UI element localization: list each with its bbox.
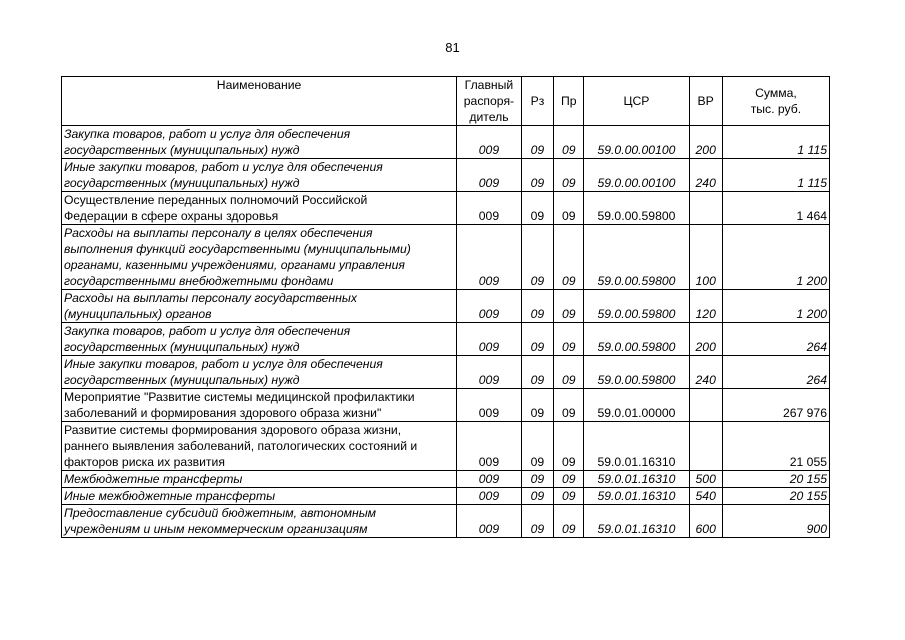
cell-csr: 59.0.00.59800 xyxy=(584,323,689,356)
cell-pr: 09 xyxy=(554,323,584,356)
cell-vr: 240 xyxy=(689,159,722,192)
cell-sum: 1 115 xyxy=(722,126,829,159)
cell-vr: 120 xyxy=(689,290,722,323)
cell-csr: 59.0.01.00000 xyxy=(584,389,689,422)
cell-pr: 09 xyxy=(554,422,584,471)
cell-sum: 900 xyxy=(722,505,829,538)
cell-csr: 59.0.00.00100 xyxy=(584,126,689,159)
table-row xyxy=(62,159,830,192)
cell-manager: 009 xyxy=(457,471,522,488)
cell-vr: 200 xyxy=(689,126,722,159)
cell-name: Предоставление субсидий бюджетным, автономным учреждениям и иным некоммерческим организациям xyxy=(62,505,457,538)
cell-pr: 09 xyxy=(554,356,584,389)
cell-rz: 09 xyxy=(521,471,553,488)
table-row xyxy=(62,389,830,422)
cell-csr: 59.0.00.00100 xyxy=(584,159,689,192)
cell-manager: 009 xyxy=(457,192,522,225)
table-row xyxy=(62,126,830,159)
table-row xyxy=(62,323,830,356)
cell-pr: 09 xyxy=(554,488,584,505)
cell-sum: 267 976 xyxy=(722,389,829,422)
cell-csr: 59.0.01.16310 xyxy=(584,471,689,488)
header-rz: Рз xyxy=(521,77,553,126)
cell-manager: 009 xyxy=(457,159,522,192)
cell-sum: 1 200 xyxy=(722,225,829,290)
table-row xyxy=(62,356,830,389)
cell-manager: 009 xyxy=(457,356,522,389)
cell-rz: 09 xyxy=(521,488,553,505)
cell-manager: 009 xyxy=(457,225,522,290)
table-row xyxy=(62,290,830,323)
cell-manager: 009 xyxy=(457,389,522,422)
cell-manager: 009 xyxy=(457,323,522,356)
cell-vr: 240 xyxy=(689,356,722,389)
table-row xyxy=(62,225,830,290)
table-row xyxy=(62,192,830,225)
cell-manager: 009 xyxy=(457,422,522,471)
cell-rz: 09 xyxy=(521,323,553,356)
cell-rz: 09 xyxy=(521,505,553,538)
header-sum: Сумма, тыс. руб. xyxy=(722,77,829,126)
cell-sum: 1 200 xyxy=(722,290,829,323)
cell-name: Иные межбюджетные трансферты xyxy=(62,488,457,505)
cell-vr xyxy=(689,422,722,471)
cell-rz: 09 xyxy=(521,389,553,422)
cell-manager: 009 xyxy=(457,126,522,159)
header-csr: ЦСР xyxy=(584,77,689,126)
cell-csr: 59.0.00.59800 xyxy=(584,356,689,389)
cell-name: Мероприятие "Развитие системы медицинской профилактики заболеваний и формирования здорового образа жизни" xyxy=(62,389,457,422)
budget-table xyxy=(61,76,830,538)
table-row xyxy=(62,505,830,538)
cell-pr: 09 xyxy=(554,389,584,422)
cell-vr: 100 xyxy=(689,225,722,290)
cell-name: Расходы на выплаты персоналу в целях обеспечения выполнения функций государственными (муниципальными) органами, казенными учреждениями, органами управления государственными внебюджетными фондами xyxy=(62,225,457,290)
cell-csr: 59.0.01.16310 xyxy=(584,422,689,471)
cell-pr: 09 xyxy=(554,225,584,290)
cell-rz: 09 xyxy=(521,422,553,471)
cell-sum: 20 155 xyxy=(722,471,829,488)
cell-rz: 09 xyxy=(521,290,553,323)
cell-sum: 20 155 xyxy=(722,488,829,505)
cell-pr: 09 xyxy=(554,192,584,225)
cell-pr: 09 xyxy=(554,290,584,323)
cell-csr: 59.0.00.59800 xyxy=(584,192,689,225)
cell-manager: 009 xyxy=(457,505,522,538)
header-name: Наименование xyxy=(62,77,457,126)
page-number: 81 xyxy=(445,40,460,55)
cell-name: Закупка товаров, работ и услуг для обеспечения государственных (муниципальных) нужд xyxy=(62,323,457,356)
cell-csr: 59.0.00.59800 xyxy=(584,290,689,323)
cell-sum: 21 055 xyxy=(722,422,829,471)
table-header-row xyxy=(62,77,830,126)
cell-sum: 264 xyxy=(722,323,829,356)
cell-sum: 264 xyxy=(722,356,829,389)
header-pr: Пр xyxy=(554,77,584,126)
cell-name: Закупка товаров, работ и услуг для обеспечения государственных (муниципальных) нужд xyxy=(62,126,457,159)
cell-name: Осуществление переданных полномочий Российской Федерации в сфере охраны здоровья xyxy=(62,192,457,225)
cell-name: Межбюджетные трансферты xyxy=(62,471,457,488)
header-vr: ВР xyxy=(689,77,722,126)
cell-manager: 009 xyxy=(457,488,522,505)
cell-csr: 59.0.01.16310 xyxy=(584,488,689,505)
cell-vr: 200 xyxy=(689,323,722,356)
cell-sum: 1 115 xyxy=(722,159,829,192)
cell-csr: 59.0.01.16310 xyxy=(584,505,689,538)
cell-pr: 09 xyxy=(554,126,584,159)
cell-vr: 600 xyxy=(689,505,722,538)
cell-csr: 59.0.00.59800 xyxy=(584,225,689,290)
header-manager: Главный распоря- дитель xyxy=(457,77,522,126)
cell-pr: 09 xyxy=(554,505,584,538)
cell-name: Расходы на выплаты персоналу государственных (муниципальных) органов xyxy=(62,290,457,323)
cell-vr: 540 xyxy=(689,488,722,505)
cell-rz: 09 xyxy=(521,126,553,159)
table-row xyxy=(62,471,830,488)
cell-manager: 009 xyxy=(457,290,522,323)
cell-name: Иные закупки товаров, работ и услуг для обеспечения государственных (муниципальных) нужд xyxy=(62,159,457,192)
cell-rz: 09 xyxy=(521,192,553,225)
cell-vr: 500 xyxy=(689,471,722,488)
table-row xyxy=(62,422,830,471)
cell-pr: 09 xyxy=(554,159,584,192)
table-row xyxy=(62,488,830,505)
cell-rz: 09 xyxy=(521,356,553,389)
cell-vr xyxy=(689,192,722,225)
cell-name: Развитие системы формирования здорового образа жизни, раннего выявления заболеваний, патологических состояний и факторов риска их развития xyxy=(62,422,457,471)
cell-vr xyxy=(689,389,722,422)
cell-pr: 09 xyxy=(554,471,584,488)
cell-rz: 09 xyxy=(521,159,553,192)
cell-sum: 1 464 xyxy=(722,192,829,225)
table-body xyxy=(62,126,830,538)
cell-name: Иные закупки товаров, работ и услуг для обеспечения государственных (муниципальных) нужд xyxy=(62,356,457,389)
cell-rz: 09 xyxy=(521,225,553,290)
